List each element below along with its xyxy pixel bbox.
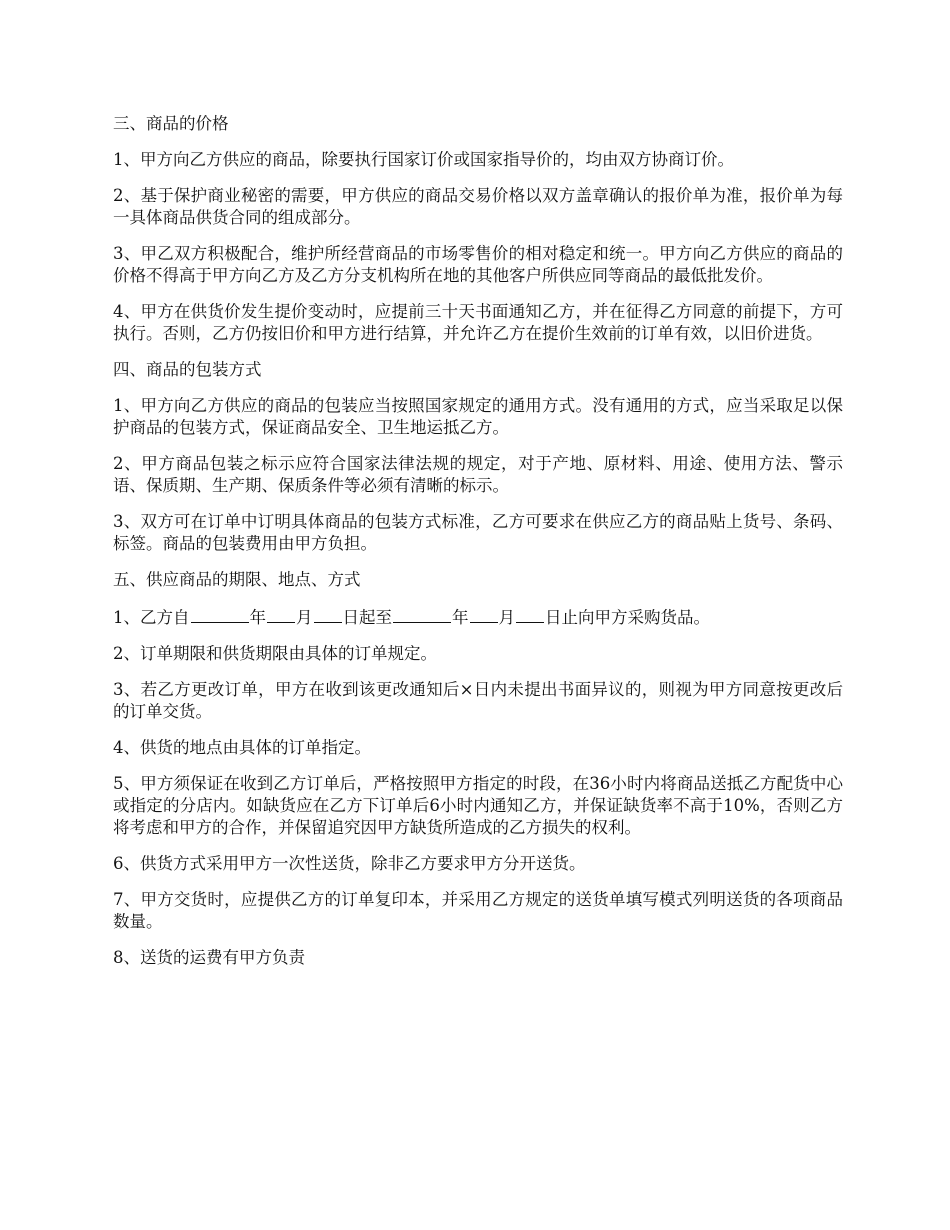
price-clause-1: 1、甲方向乙方供应的商品，除要执行国家订价或国家指导价的，均由双方协商订价。: [113, 150, 734, 169]
section-heading-price: 三、商品的价格: [113, 114, 229, 133]
supply-term-clause-5: 5、甲方须保证在收到乙方订单后，严格按照甲方指定的时段，在36小时内将商品送抵乙方配货中心或指定的分店内。如缺货应在乙方下订单后6小时内通知乙方，并保证缺货率不高于10%，否则乙方将考虑和甲方的合作，并保留追究因甲方缺货所造成的乙方损失的权利。: [113, 774, 843, 837]
price-clause-3: 3、甲乙双方积极配合，维护所经营商品的市场零售价的相对稳定和统一。甲方向乙方供应的商品的价格不得高于甲方向乙方及乙方分支机构所在地的其他客户所供应同等商品的最低批发价。: [113, 244, 843, 285]
packaging-clause-1: 1、甲方向乙方供应的商品的包装应当按照国家规定的通用方式。没有通用的方式，应当采取足以保护商品的包装方式，保证商品安全、卫生地运抵乙方。: [113, 396, 843, 437]
end-year-blank[interactable]: [393, 605, 451, 623]
supply-term-clause-1: [113, 605, 843, 629]
end-day-blank[interactable]: [516, 605, 544, 623]
term-prefix: 1、乙方自: [113, 608, 190, 627]
supply-term-clause-7: 7、甲方交货时，应提供乙方的订单复印本，并采用乙方规定的送货单填写模式列明送货的各项商品数量。: [113, 890, 843, 931]
supply-term-clause-4: 4、供货的地点由具体的订单指定。: [113, 738, 371, 757]
section-heading-supply-terms: 五、供应商品的期限、地点、方式: [113, 570, 361, 589]
supply-term-clause-6: 6、供货方式采用甲方一次性送货，除非乙方要求甲方分开送货。: [113, 854, 586, 873]
packaging-clause-2: 2、甲方商品包装之标示应符合国家法律法规的规定，对于产地、原材料、用途、使用方法、警示语、保质期、生产期、保质条件等必须有清晰的标示。: [113, 454, 843, 495]
term-day-to: 日止向甲方采购货品。: [545, 608, 710, 627]
supply-term-clause-2: 2、订单期限和供货期限由具体的订单规定。: [113, 644, 437, 663]
term-day-from: 日起至: [342, 608, 392, 627]
term-year-1: 年: [249, 608, 266, 627]
term-month-2: 月: [498, 608, 515, 627]
supply-term-clause-8: 8、送货的运费有甲方负责: [113, 948, 305, 967]
price-clause-4: 4、甲方在供货价发生提价变动时，应提前三十天书面通知乙方，并在征得乙方同意的前提下，方可执行。否则，乙方仍按旧价和甲方进行结算，并允许乙方在提价生效前的订单有效，以旧价进货。: [113, 302, 843, 343]
end-month-blank[interactable]: [470, 605, 498, 623]
section-heading-packaging: 四、商品的包装方式: [113, 360, 262, 379]
start-year-blank[interactable]: [191, 605, 249, 623]
start-month-blank[interactable]: [267, 605, 295, 623]
price-clause-2: 2、基于保护商业秘密的需要，甲方供应的商品交易价格以双方盖章确认的报价单为准，报价单为每一具体商品供货合同的组成部分。: [113, 186, 843, 227]
supply-term-clause-3: 3、若乙方更改订单，甲方在收到该更改通知后×日内未提出书面异议的，则视为甲方同意按更改后的订单交货。: [113, 680, 843, 721]
term-month-1: 月: [296, 608, 313, 627]
packaging-clause-3: 3、双方可在订单中订明具体商品的包装方式标准，乙方可要求在供应乙方的商品贴上货号、条码、标签。商品的包装费用由甲方负担。: [113, 512, 843, 553]
contract-page: [113, 113, 843, 983]
start-day-blank[interactable]: [314, 605, 342, 623]
term-year-2: 年: [452, 608, 469, 627]
